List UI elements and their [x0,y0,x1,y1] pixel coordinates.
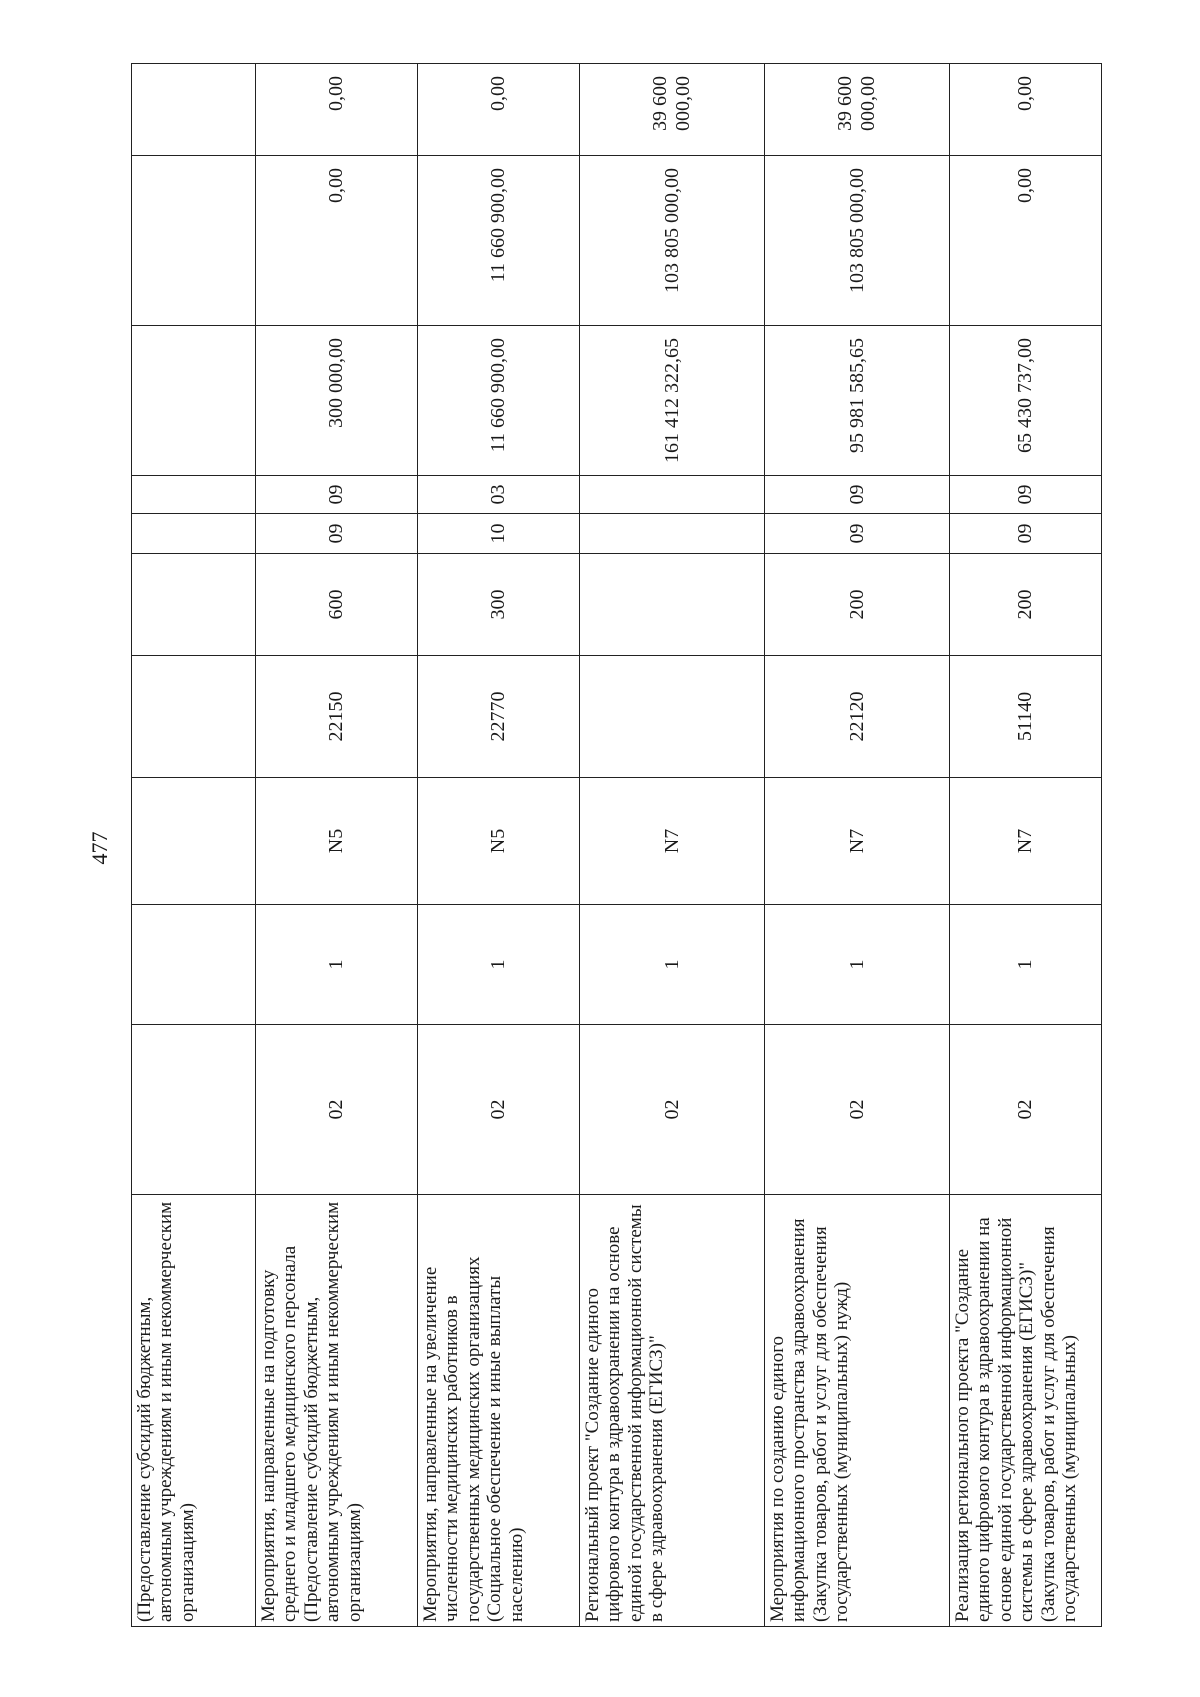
cell-subprogram: 1 [580,905,765,1025]
cell-section: 09 [765,514,950,554]
cell-subprogram: 1 [418,905,580,1025]
cell-amount-3: 0,00 [418,64,580,156]
budget-table [131,63,1102,1627]
cell-direction [580,656,765,778]
cell-name: Мероприятия, направленные на увеличение численности медицинских работников в государственных медицинских организациях (Социальное обеспечение и иные выплаты населению) [418,1195,580,1627]
cell-section [132,514,256,554]
cell-subsection: 03 [418,476,580,514]
cell-subprogram: 1 [765,905,950,1025]
cell-subsection [132,476,256,514]
cell-name: Реализация регионального проекта "Создание единого цифрового контура в здравоохранении на основе единой государственной информационной системы в сфере здравоохранения (ЕГИСЗ)" (Закупка товаров, работ и услуг для обеспечения государственных (муниципальных) [950,1195,1102,1627]
cell-section: 10 [418,514,580,554]
cell-name: Мероприятия по созданию единого информационного пространства здравоохранения (Закупка товаров, работ и услуг для обеспечения государственных (муниципальных) нужд) [765,1195,950,1627]
cell-subsection: 09 [256,476,418,514]
table-row [580,64,765,1627]
cell-amount-3: 0,00 [256,64,418,156]
page-number-text: 477 [87,831,112,865]
cell-direction: 22150 [256,656,418,778]
cell-program [132,1025,256,1195]
cell-amount-2: 103 805 000,00 [580,156,765,326]
cell-amount-3 [132,64,256,156]
table-row [256,64,418,1627]
cell-section: 09 [950,514,1102,554]
table-row [132,64,256,1627]
cell-section [580,514,765,554]
cell-expense-type [132,554,256,656]
cell-name: Мероприятия, направленные на подготовку среднего и младшего медицинского персонала (Предоставление субсидий бюджетным, автономным учреждениям и иным некоммерческим организациям) [256,1195,418,1627]
cell-name: Региональный проект "Создание единого цифрового контура в здравоохранении на основе единой государственной информационной системы в сфере здравоохранения (ЕГИСЗ)" [580,1195,765,1627]
cell-amount-2: 103 805 000,00 [765,156,950,326]
cell-amount-1 [132,326,256,476]
cell-expense-type: 200 [950,554,1102,656]
cell-amount-1: 300 000,00 [256,326,418,476]
cell-event: N5 [256,778,418,905]
cell-section: 09 [256,514,418,554]
cell-program: 02 [765,1025,950,1195]
cell-subsection: 09 [950,476,1102,514]
table-row [418,64,580,1627]
document-page [131,64,1101,1627]
cell-event: N7 [765,778,950,905]
cell-subprogram [132,905,256,1025]
cell-amount-1: 65 430 737,00 [950,326,1102,476]
cell-amount-3: 0,00 [950,64,1102,156]
cell-subprogram: 1 [256,905,418,1025]
cell-program: 02 [950,1025,1102,1195]
cell-name: (Предоставление субсидий бюджетным, автономным учреждениям и иным некоммерческим организациям) [132,1195,256,1627]
cell-amount-1: 161 412 322,65 [580,326,765,476]
cell-subsection: 09 [765,476,950,514]
cell-expense-type: 600 [256,554,418,656]
cell-event: N5 [418,778,580,905]
cell-amount-1: 11 660 900,00 [418,326,580,476]
cell-amount-3: 39 600 000,00 [580,64,765,156]
cell-program: 02 [580,1025,765,1195]
cell-direction: 51140 [950,656,1102,778]
cell-amount-3: 39 600 000,00 [765,64,950,156]
cell-amount-1: 95 981 585,65 [765,326,950,476]
cell-expense-type [580,554,765,656]
cell-amount-2 [132,156,256,326]
cell-direction [132,656,256,778]
cell-event: N7 [950,778,1102,905]
cell-event: N7 [580,778,765,905]
cell-direction: 22120 [765,656,950,778]
cell-subsection [580,476,765,514]
cell-program: 02 [418,1025,580,1195]
cell-direction: 22770 [418,656,580,778]
cell-amount-2: 11 660 900,00 [418,156,580,326]
cell-event [132,778,256,905]
cell-amount-2: 0,00 [950,156,1102,326]
table-row [765,64,950,1627]
cell-program: 02 [256,1025,418,1195]
cell-expense-type: 300 [418,554,580,656]
cell-subprogram: 1 [950,905,1102,1025]
cell-amount-2: 0,00 [256,156,418,326]
table-row [950,64,1102,1627]
cell-expense-type: 200 [765,554,950,656]
